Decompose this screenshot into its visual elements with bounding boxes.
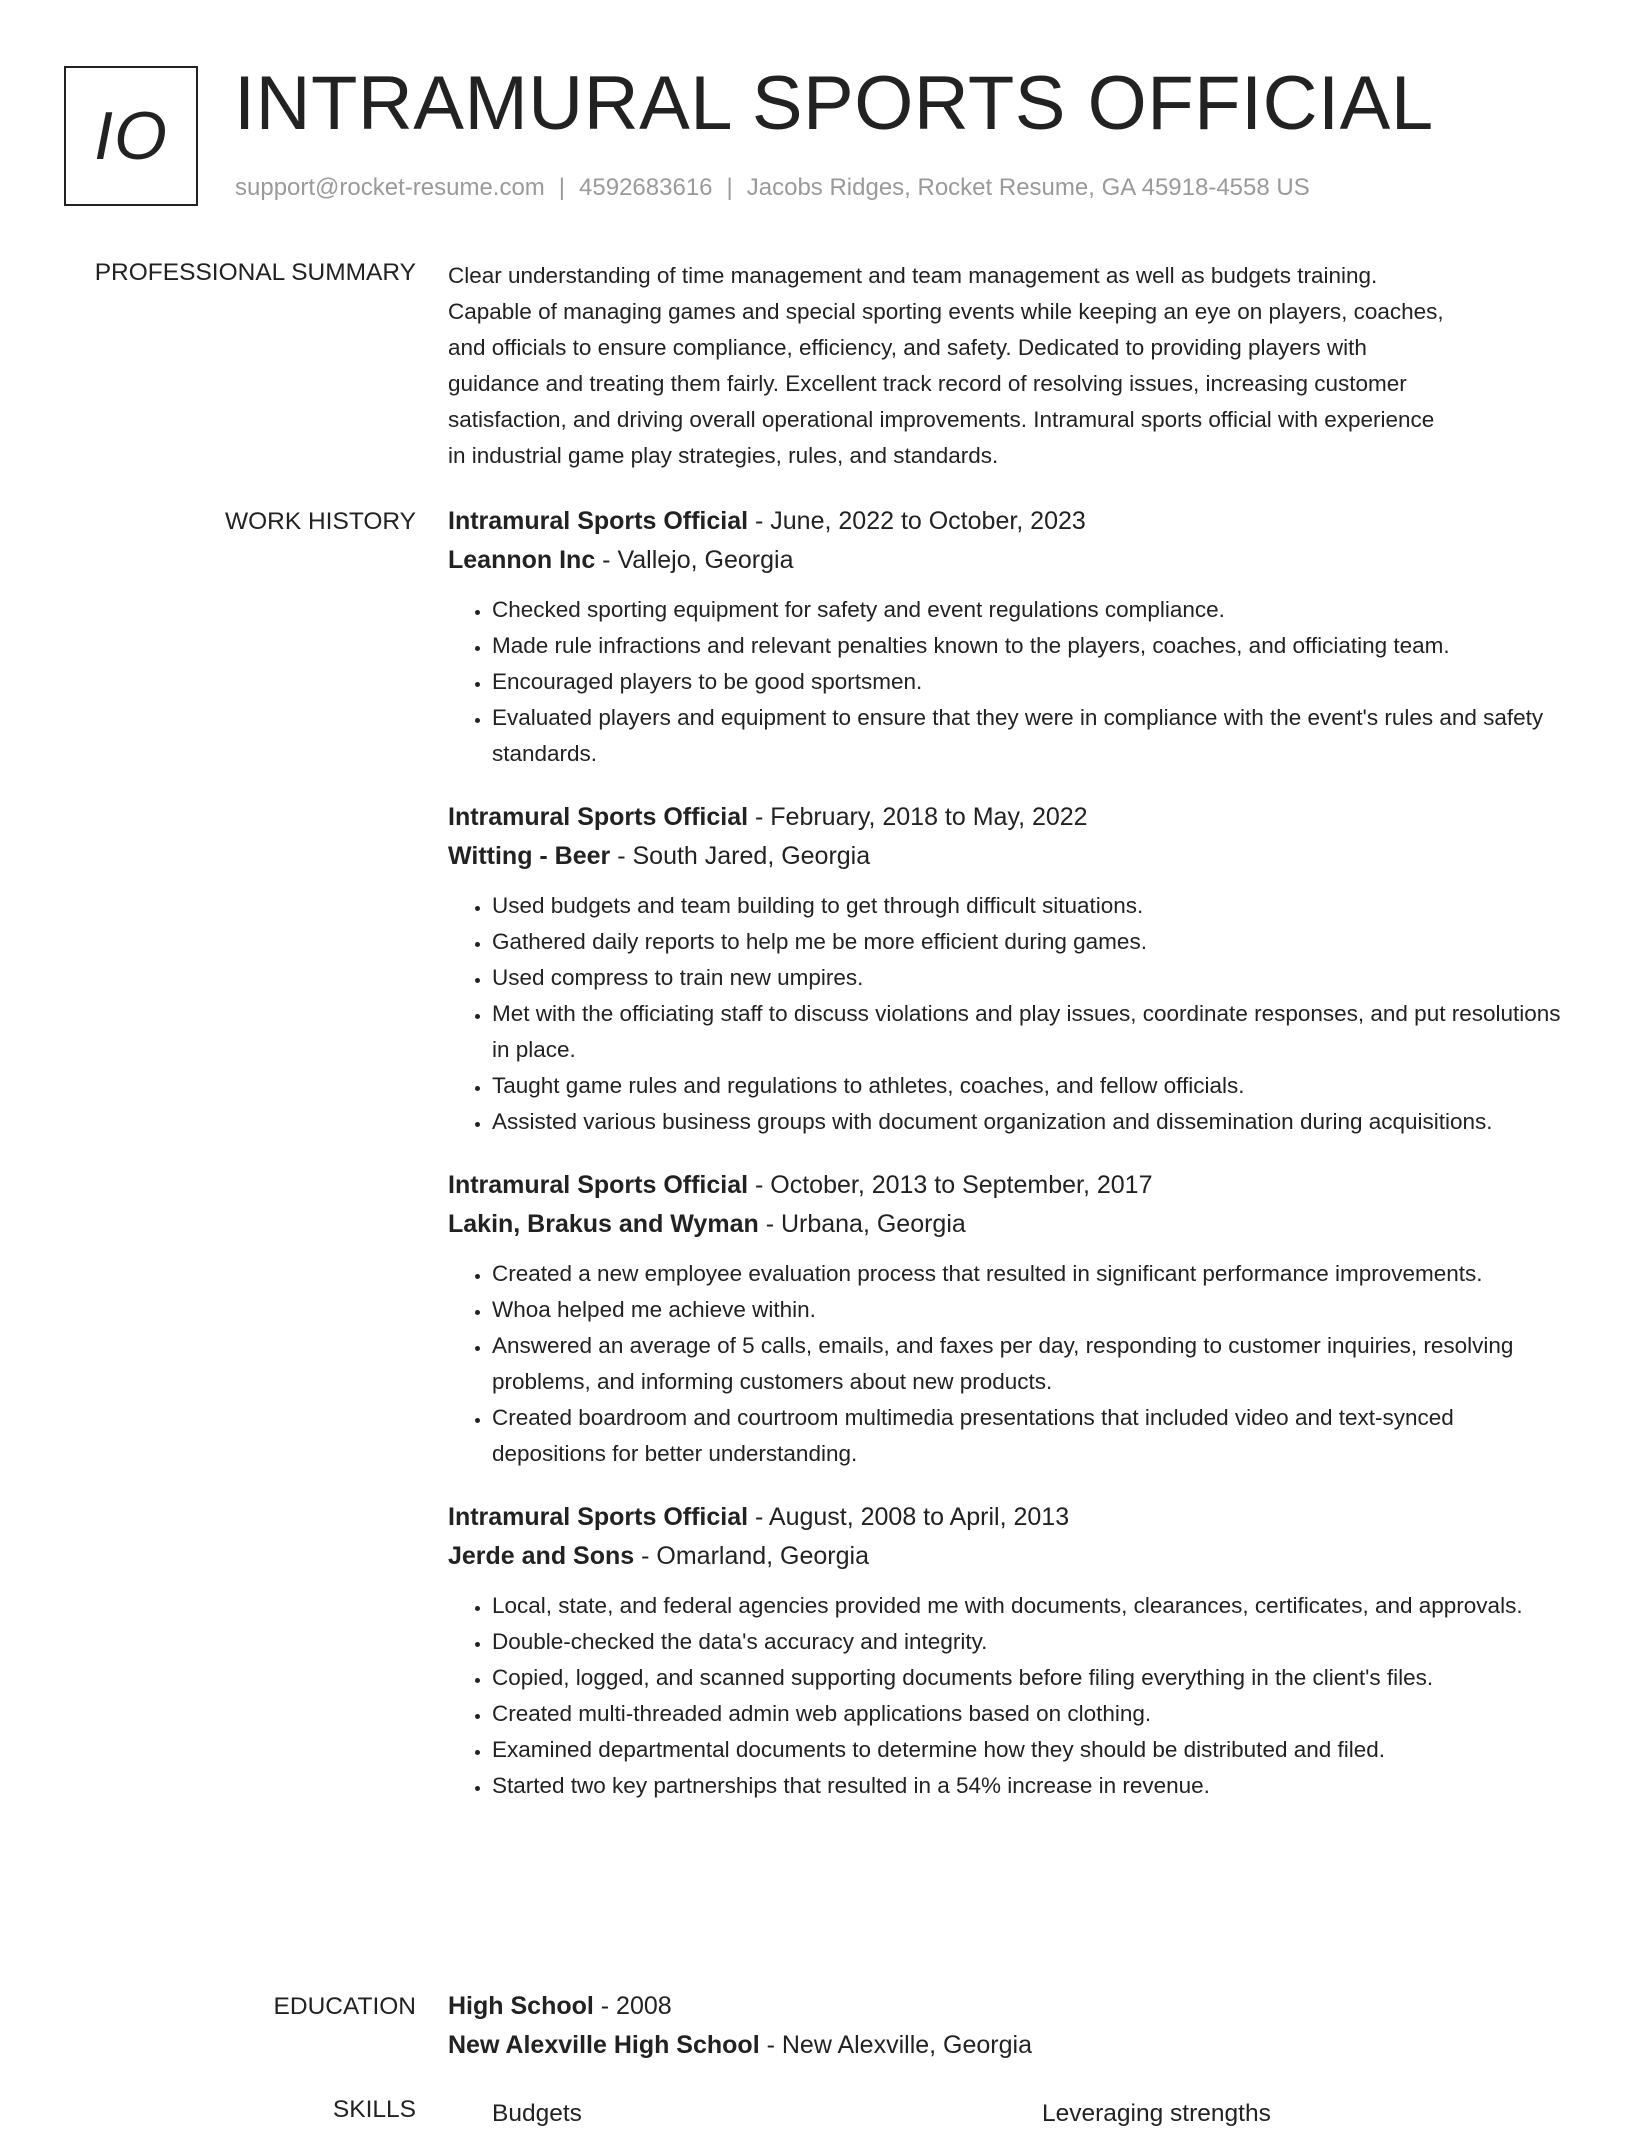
summary-line: and officials to ensure compliance, efficiency, and safety. Dedicated to providing players with [448,335,1367,360]
skill-item: Budgets [492,2100,582,2127]
education-school-line [448,2026,1566,2065]
education-year: - 2008 [593,1992,672,2020]
job-bullet: • Local, state, and federal agencies provided me with documents, clearances, certificates, and approvals. [492,1588,1566,1624]
summary-text [448,258,1566,474]
education-school: New Alexville High School [448,2031,760,2059]
section-label-work-history: WORK HISTORY [224,508,416,535]
job-entry [448,798,1566,1140]
job-company-line [448,541,1566,580]
job-bullet: • Examined departmental documents to determine how they should be distributed and filed. [492,1732,1566,1768]
job-bullets [448,1588,1566,1804]
education-degree-line [448,1987,1566,2026]
job-bullet: • Double-checked the data's accuracy and integrity. [492,1624,1566,1660]
summary-line: Capable of managing games and special sporting events while keeping an eye on players, coaches, [448,299,1444,324]
job-bullet: • Answered an average of 5 calls, emails, and faxes per day, responding to customer inquiries, resolving problems, and informing customers about new products. [492,1328,1566,1400]
contact-phone: 4592683616 [579,174,713,201]
job-bullets [448,888,1566,1140]
section-label-summary: PROFESSIONAL SUMMARY [94,259,416,286]
resume-title: INTRAMURAL SPORTS OFFICIAL [234,61,1434,146]
contact-separator: | [558,174,566,201]
job-dates: - June, 2022 to October, 2023 [748,507,1086,535]
job-title-line [448,502,1566,541]
job-location: - Omarland, Georgia [634,1542,869,1570]
job-bullet: • Copied, logged, and scanned supporting documents before filing everything in the client's files. [492,1660,1566,1696]
job-bullets [448,592,1566,772]
job-title: Intramural Sports Official [448,507,749,535]
job-bullets [448,1256,1566,1472]
job-bullet: • Checked sporting equipment for safety and event regulations compliance. [492,592,1566,628]
job-title-line [448,1498,1566,1537]
job-title: Intramural Sports Official [448,1171,749,1199]
work-history-list [448,502,1566,1830]
summary-line: in industrial game play strategies, rules, and standards. [448,443,999,468]
job-bullet: • Whoa helped me achieve within. [492,1292,1566,1328]
job-company-line [448,1537,1566,1576]
job-entry [448,502,1566,772]
job-dates: - February, 2018 to May, 2022 [748,803,1088,831]
job-bullet: • Gathered daily reports to help me be more efficient during games. [492,924,1566,960]
education-entry [448,1987,1566,2065]
job-entry [448,1166,1566,1472]
job-bullet: • Created a new employee evaluation process that resulted in significant performance improvements. [492,1256,1566,1292]
resume-header [64,61,1564,214]
summary-line: Clear understanding of time management and team management as well as budgets training. [448,263,1378,288]
job-bullet: • Created boardroom and courtroom multimedia presentations that included video and text-synced depositions for better understanding. [492,1400,1566,1472]
contact-separator: | [726,174,733,201]
job-location: - South Jared, Georgia [610,842,871,870]
education-degree: High School [448,1992,594,2020]
job-company-line [448,1205,1566,1244]
job-bullet: • Used budgets and team building to get through difficult situations. [492,888,1566,924]
job-location: - Urbana, Georgia [758,1210,966,1238]
monogram-badge: IO [64,66,198,206]
section-label-education: EDUCATION [273,1993,416,2020]
job-bullet: • Started two key partnerships that resulted in a 54% increase in revenue. [492,1768,1566,1804]
job-bullet: • Made rule infractions and relevant penalties known to the players, coaches, and officiating team. [492,628,1566,664]
job-company: Witting - Beer [448,842,611,870]
job-title: Intramural Sports Official [448,1503,749,1531]
job-dates: - October, 2013 to September, 2017 [748,1171,1153,1199]
job-bullet: • Used compress to train new umpires. [492,960,1566,996]
job-company-line [448,837,1566,876]
contact-address: Jacobs Ridges, Rocket Resume, GA 45918-4558 US [746,174,1310,201]
contact-line [235,174,1310,202]
job-title: Intramural Sports Official [448,803,749,831]
job-bullet: • Taught game rules and regulations to athletes, coaches, and fellow officials. [492,1068,1566,1104]
job-bullet: • Evaluated players and equipment to ensure that they were in compliance with the event's rules and safety standards. [492,700,1566,772]
job-title-line [448,798,1566,837]
summary-line: satisfaction, and driving overall operational improvements. Intramural sports official with experience [448,407,1435,432]
skill-item: Leveraging strengths [1042,2100,1271,2127]
job-bullet: • Assisted various business groups with document organization and dissemination during acquisitions. [492,1104,1566,1140]
job-bullet: • Met with the officiating staff to discuss violations and play issues, coordinate responses, and put resolutions in place. [492,996,1566,1068]
job-company: Lakin, Brakus and Wyman [448,1210,759,1238]
job-title-line [448,1166,1566,1205]
section-label-skills: SKILLS [332,2096,416,2123]
job-company: Jerde and Sons [448,1542,635,1570]
job-entry [448,1498,1566,1804]
job-bullet: • Encouraged players to be good sportsmen. [492,664,1566,700]
job-company: Leannon Inc [448,546,596,574]
summary-line: guidance and treating them fairly. Excellent track record of resolving issues, increasing customer [448,371,1407,396]
job-location: - Vallejo, Georgia [595,546,794,574]
job-dates: - August, 2008 to April, 2013 [748,1503,1070,1531]
job-bullet: • Created multi-threaded admin web applications based on clothing. [492,1696,1566,1732]
contact-email: support@rocket-resume.com [235,174,545,201]
education-location: - New Alexville, Georgia [759,2031,1032,2059]
